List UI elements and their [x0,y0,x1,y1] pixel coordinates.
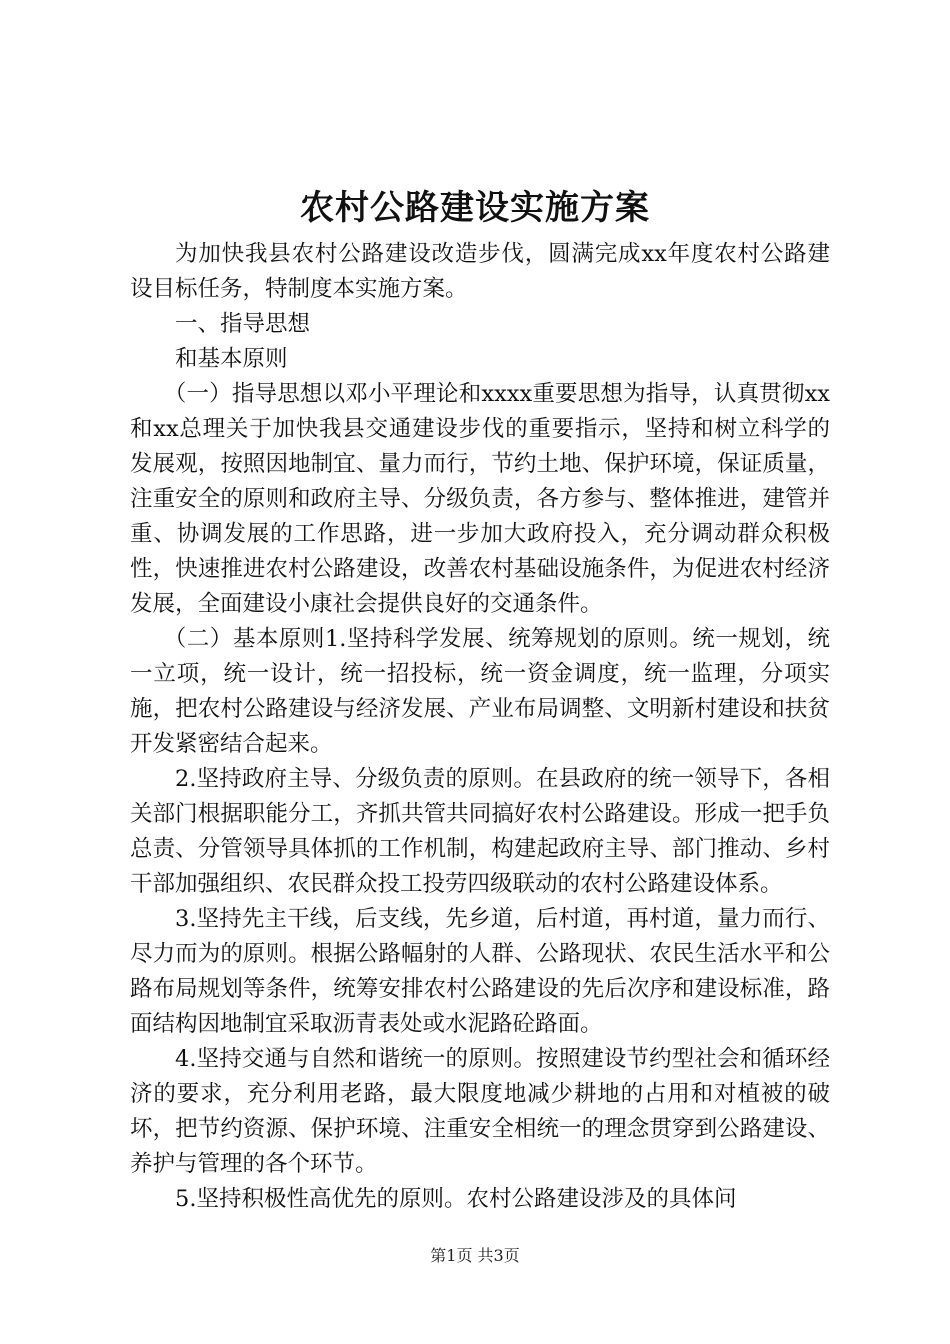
paragraph-principle-5: 5.坚持积极性高优先的原则。农村公路建设涉及的具体问 [175,1186,737,1212]
paragraph-intro: 为加快我县农村公路建设改造步伐，圆满完成xx年度农村公路建设目标任务，特制度本实施方案。 [130,241,830,302]
heading-guiding-thought: 一、指导思想 [175,311,311,337]
paragraph-principle-4: 4.坚持交通与自然和谐统一的原则。按照建设节约型社会和循环经济的要求，充分利用老路，最大限度地减少耕地的占用和对植被的破坏，把节约资源、保护环境、注重安全相统一的理念贯穿到公路建设、养护与管理的各个环节。 [130,1046,830,1177]
paragraph-principle-3: 3.坚持先主干线，后支线，先乡道，后村道，再村道，量力而行、尽力而为的原则。根据公路幅射的人群、公路现状、农民生活水平和公路布局规划等条件，统筹安排农村公路建设的先后次序和建设标准，路面结构因地制宜采取沥青表处或水泥路砼路面。 [130,906,830,1037]
page-number-footer: 第1页 共3页 [430,1246,520,1265]
document-title: 农村公路建设实施方案 [300,188,650,228]
heading-basic-principles: 和基本原则 [175,346,288,372]
paragraph-principle-2: 2.坚持政府主导、分级负责的原则。在县政府的统一领导下，各相关部门根据职能分工，齐抓共管共同搞好农村公路建设。形成一把手负总责、分管领导具体抓的工作机制，构建起政府主导、部门推动、乡村干部加强组织、农民群众投工投劳四级联动的农村公路建设体系。 [130,766,830,897]
paragraph-principle-1: （二）基本原则1.坚持科学发展、统筹规划的原则。统一规划，统一立项，统一设计，统一招投标，统一资金调度，统一监理，分项实施，把农村公路建设与经济发展、产业布局调整、文明新村建设和扶贫开发紧密结合起来。 [130,626,830,757]
paragraph-guiding-thought: （一）指导思想以邓小平理论和xxxx重要思想为指导，认真贯彻xx和xx总理关于加快我县交通建设步伐的重要指示，坚持和树立科学的发展观，按照因地制宜、量力而行，节约土地、保护环境，保证质量，注重安全的原则和政府主导、分级负责，各方参与、整体推进，建管并重、协调发展的工作思路，进一步加大政府投入，充分调动群众积极性，快速推进农村公路建设，改善农村基础设施条件，为促进农村经济发展，全面建设小康社会提供良好的交通条件。 [130,381,830,617]
document-body [130,237,830,1217]
